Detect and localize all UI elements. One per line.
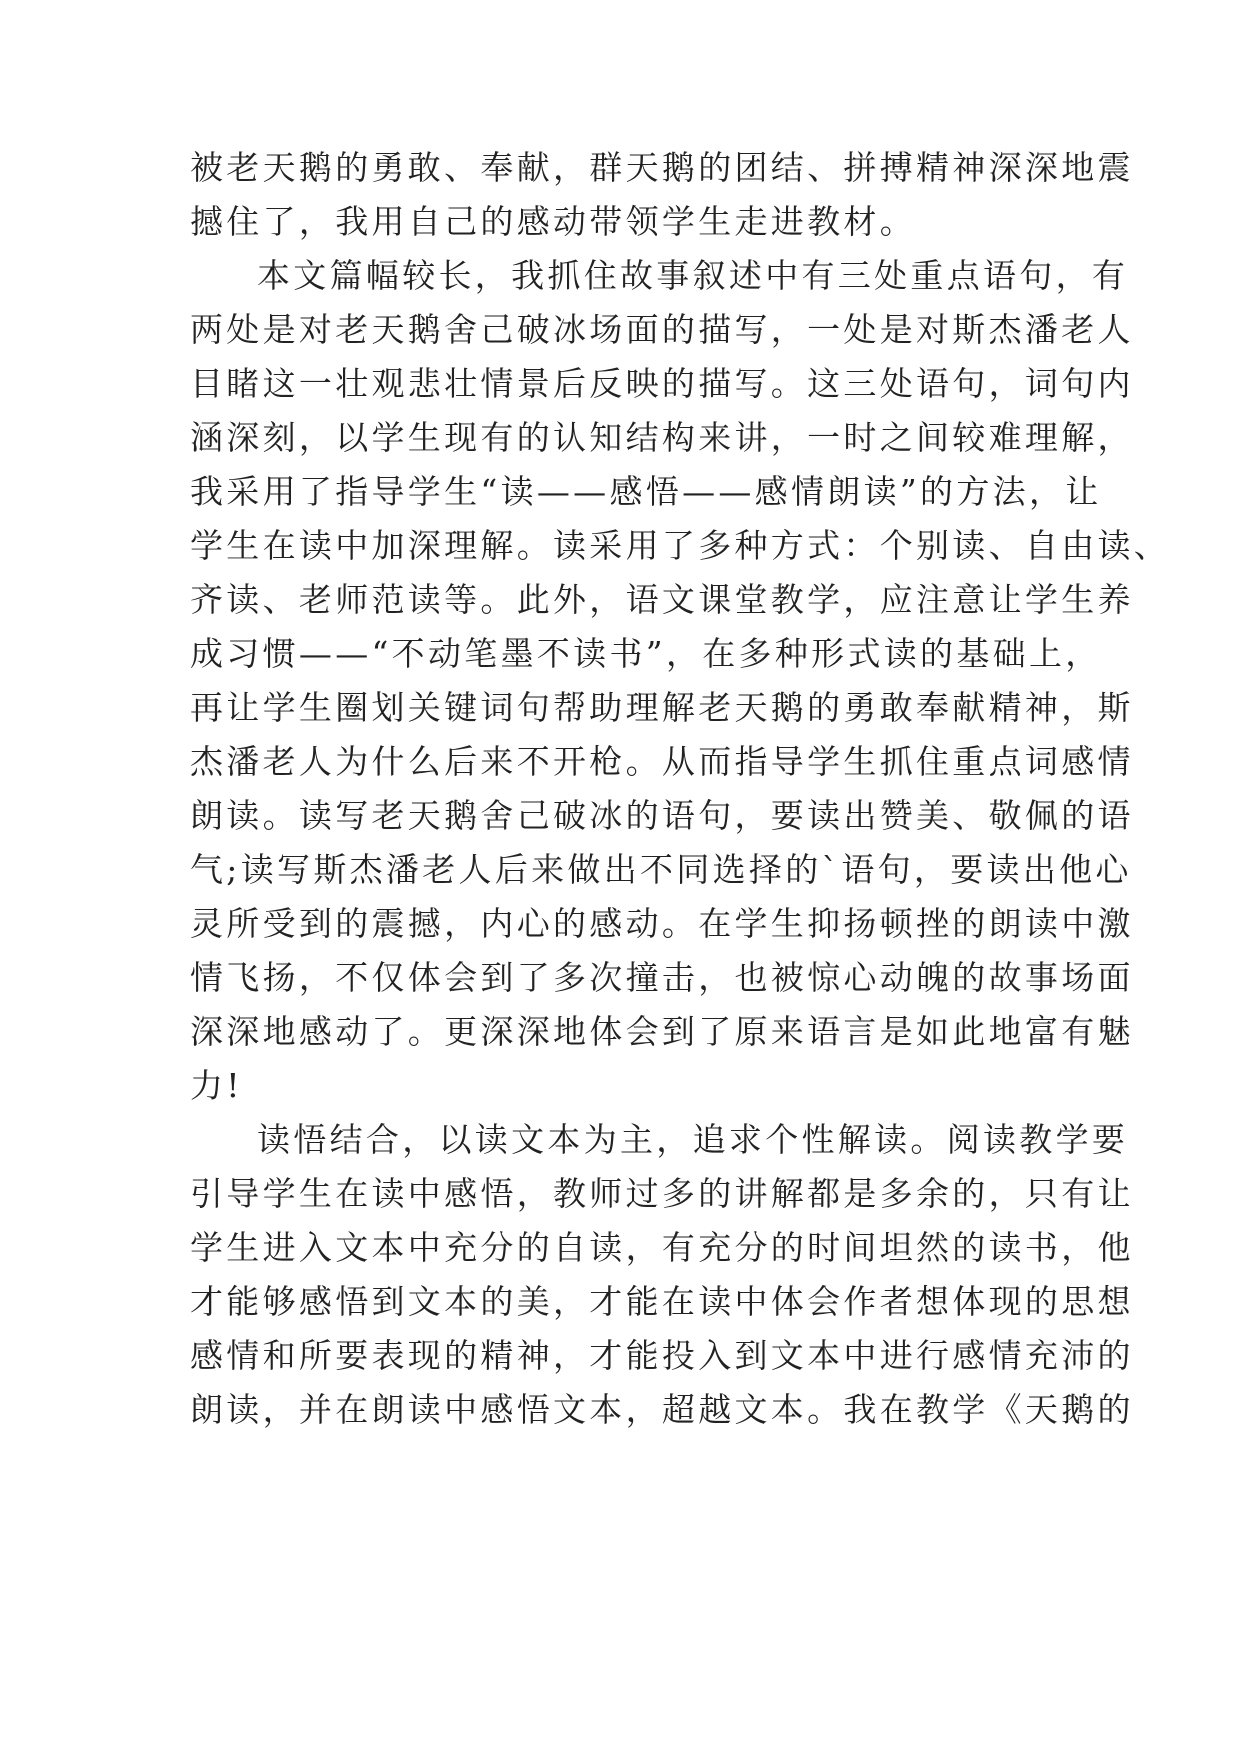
body-text-line: 学生在读中加深理解。读采用了多种方式：个别读、自由读、 [190, 526, 1171, 565]
body-text-line: 我采用了指导学生“读——感悟——感情朗读”的方法，让 [190, 472, 1102, 511]
body-text-line: 情飞扬，不仅体会到了多次撞击，也被惊心动魄的故事场面 [190, 958, 1134, 997]
body-text-line: 再让学生圈划关键词句帮助理解老天鹅的勇敢奉献精神，斯 [190, 688, 1134, 727]
body-text-line: 感情和所要表现的精神，才能投入到文本中进行感情充沛的 [190, 1336, 1134, 1375]
body-text-line: 两处是对老天鹅舍己破冰场面的描写，一处是对斯杰潘老人 [190, 310, 1134, 349]
body-text-line: 气;读写斯杰潘老人后来做出不同选择的`语句，要读出他心 [190, 850, 1132, 889]
body-text-line: 杰潘老人为什么后来不开枪。从而指导学生抓住重点词感情 [190, 742, 1134, 781]
body-text-line: 目睹这一壮观悲壮情景后反映的描写。这三处语句，词句内 [190, 364, 1134, 403]
body-text-line: 学生进入文本中充分的自读，有充分的时间坦然的读书，他 [190, 1228, 1134, 1267]
body-text-line: 齐读、老师范读等。此外，语文课堂教学，应注意让学生养 [190, 580, 1134, 619]
body-text-line: 引导学生在读中感悟，教师过多的讲解都是多余的，只有让 [190, 1174, 1134, 1213]
body-text-line: 朗读。读写老天鹅舍己破冰的语句，要读出赞美、敬佩的语 [190, 796, 1134, 835]
body-text-line: 才能够感悟到文本的美，才能在读中体会作者想体现的思想 [190, 1282, 1134, 1321]
body-text-line: 被老天鹅的勇敢、奉献，群天鹅的团结、拼搏精神深深地震 [190, 148, 1134, 187]
body-text-line: 深深地感动了。更深深地体会到了原来语言是如此地富有魅 [190, 1012, 1134, 1051]
paragraph-first-line: 读悟结合，以读文本为主，追求个性解读。阅读教学要 [257, 1120, 1129, 1159]
body-text-line: 涵深刻，以学生现有的认知结构来讲，一时之间较难理解， [190, 418, 1134, 457]
body-text-line: 朗读，并在朗读中感悟文本，超越文本。我在教学《天鹅的 [190, 1390, 1134, 1429]
body-text-line: 成习惯——“不动笔墨不读书”，在多种形式读的基础上， [190, 634, 1102, 673]
body-text-line: 撼住了，我用自己的感动带领学生走进教材。 [190, 202, 916, 241]
body-text-line: 力! [190, 1066, 243, 1105]
paragraph-first-line: 本文篇幅较长，我抓住故事叙述中有三处重点语句，有 [257, 256, 1129, 295]
body-text-line: 灵所受到的震撼，内心的感动。在学生抑扬顿挫的朗读中激 [190, 904, 1134, 943]
